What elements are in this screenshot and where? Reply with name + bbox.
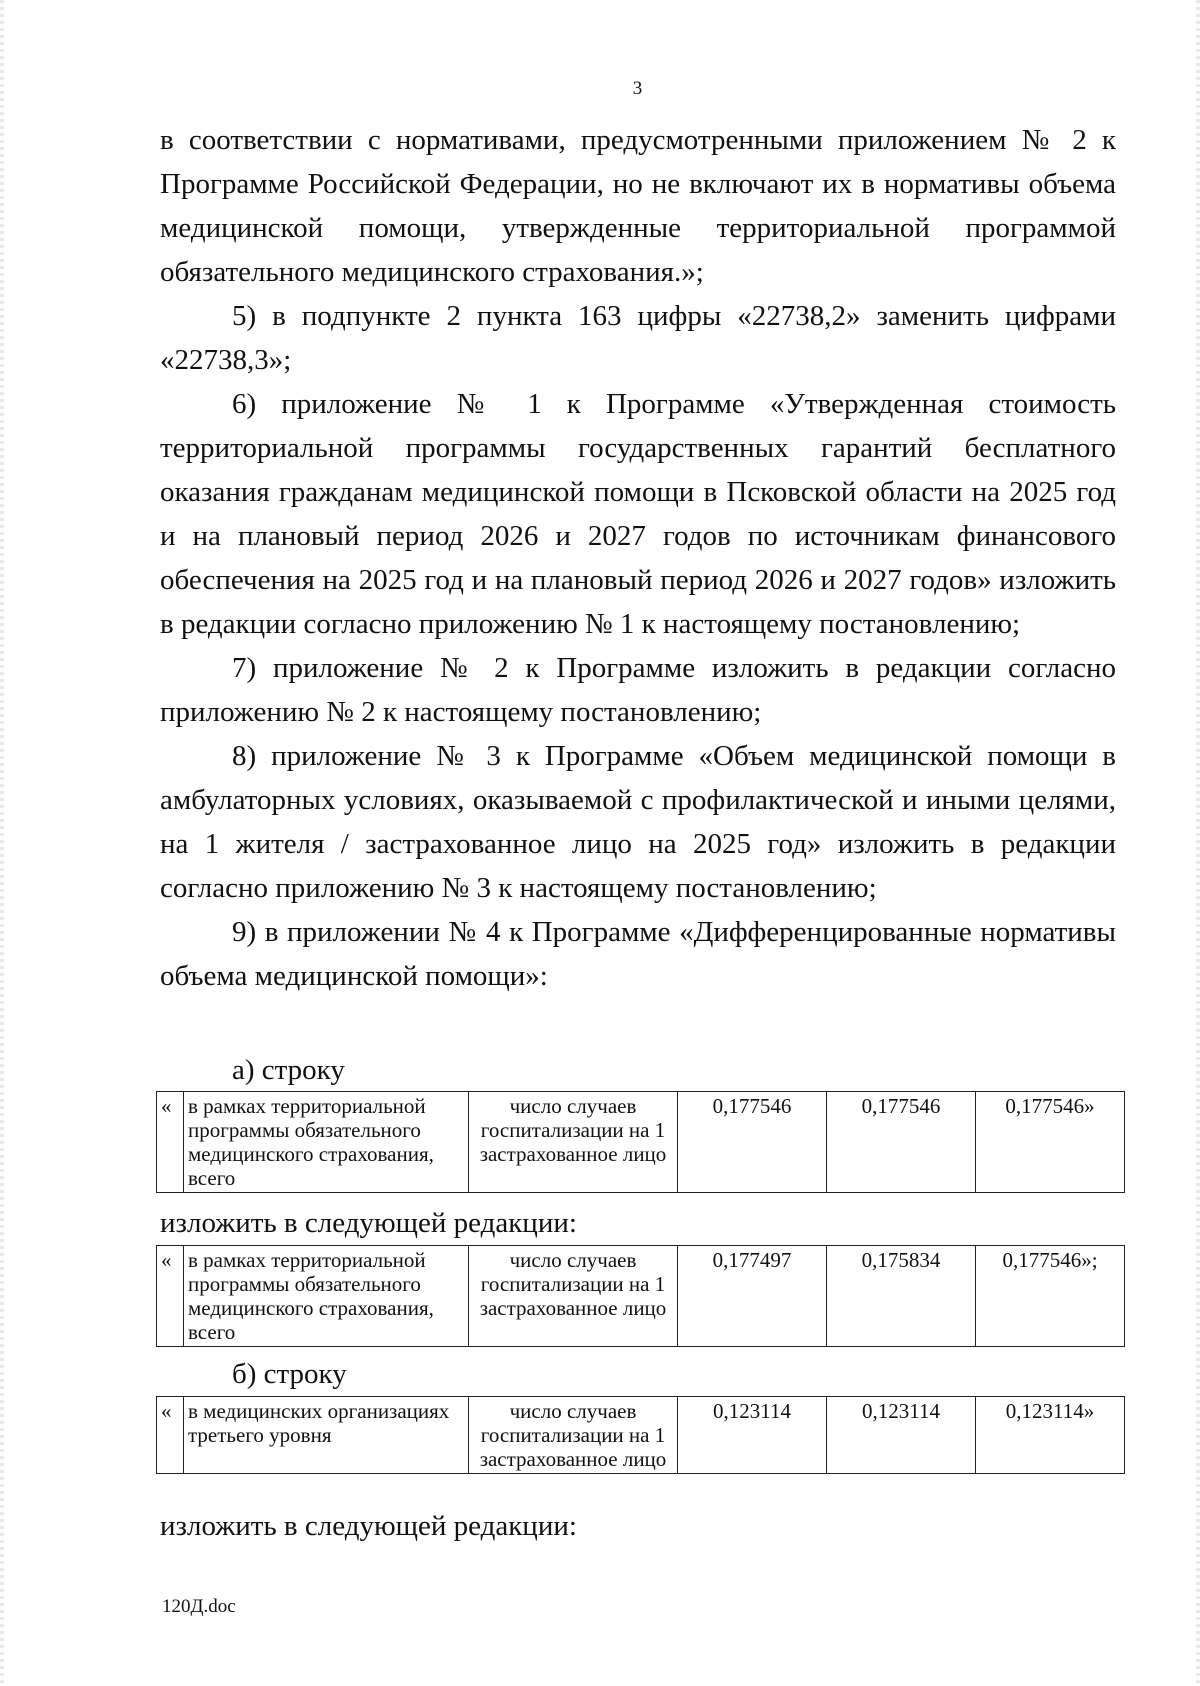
value-cell-2026: 0,177546 (827, 1092, 976, 1193)
scan-edge-right (1196, 0, 1200, 1686)
table-row (157, 1092, 1125, 1193)
row-name-cell: в медицинских организациях третьего уровня (184, 1397, 469, 1474)
paragraph-continuation: в соответствии с нормативами, предусмотренными приложением № 2 к Программе Российской Федерации, но не включают их в нормативы объема медицинской помощи, утвержденные территориальной программой обязательного медицинского страхования.»; (160, 124, 1116, 288)
value-cell-2027: 0,177546»; (976, 1246, 1125, 1347)
value-cell-2026: 0,175834 (827, 1246, 976, 1347)
replace-label-1: изложить в следующей редакции: (160, 1207, 577, 1239)
paragraph-item-6: 6) приложение № 1 к Программе «Утвержденная стоимость территориальной программы государственных гарантий бесплатного оказания гражданам медицинской помощи в Псковской области на 2025 год и на плановый период 2026 и 2027 годов по источникам финансового обеспечения на 2025 год и на плановый период 2026 и 2027 годов» изложить в редакции согласно приложению № 1 к настоящему постановлению; (160, 388, 1116, 640)
page-number: 3 (632, 78, 643, 99)
quote-mark: « (157, 1397, 184, 1474)
unit-cell: число случаев госпитализации на 1 застрахованное лицо (469, 1246, 678, 1347)
document-body (160, 118, 1116, 998)
table-row-original-b (156, 1396, 1125, 1474)
unit-cell: число случаев госпитализации на 1 застрахованное лицо (469, 1397, 678, 1474)
value-cell-2026: 0,123114 (827, 1397, 976, 1474)
sub-item-b-label: б) строку (232, 1358, 347, 1390)
paragraph-item-7: 7) приложение № 2 к Программе изложить в редакции согласно приложению № 2 к настоящему постановлению; (160, 652, 1116, 728)
replace-label-2: изложить в следующей редакции: (160, 1510, 577, 1542)
file-name-footer: 120Д.doc (162, 1596, 236, 1617)
table-row (157, 1246, 1125, 1347)
value-cell-2027: 0,123114» (976, 1397, 1125, 1474)
paragraph-item-5: 5) в подпункте 2 пункта 163 цифры «22738,2» заменить цифрами «22738,3»; (160, 300, 1116, 376)
unit-cell: число случаев госпитализации на 1 застрахованное лицо (469, 1092, 678, 1193)
scan-edge-left (0, 0, 4, 1686)
value-cell-2027: 0,177546» (976, 1092, 1125, 1193)
table-row-original-a (156, 1091, 1125, 1193)
paragraph-item-9: 9) в приложении № 4 к Программе «Дифференцированные нормативы объема медицинской помощи»: (160, 916, 1116, 992)
row-name-cell: в рамках территориальной программы обязательного медицинского страхования, всего (184, 1246, 469, 1347)
quote-mark: « (157, 1092, 184, 1193)
row-name-cell: в рамках территориальной программы обязательного медицинского страхования, всего (184, 1092, 469, 1193)
value-cell-2025: 0,123114 (678, 1397, 827, 1474)
table-row-new-a (156, 1245, 1125, 1347)
value-cell-2025: 0,177546 (678, 1092, 827, 1193)
quote-mark: « (157, 1246, 184, 1347)
table-row (157, 1397, 1125, 1474)
value-cell-2025: 0,177497 (678, 1246, 827, 1347)
paragraph-item-8: 8) приложение № 3 к Программе «Объем медицинской помощи в амбулаторных условиях, оказываемой с профилактической и иными целями, на 1 жителя / застрахованное лицо на 2025 год» изложить в редакции согласно приложению № 3 к настоящему постановлению; (160, 740, 1116, 904)
sub-item-a-label: а) строку (232, 1054, 345, 1086)
